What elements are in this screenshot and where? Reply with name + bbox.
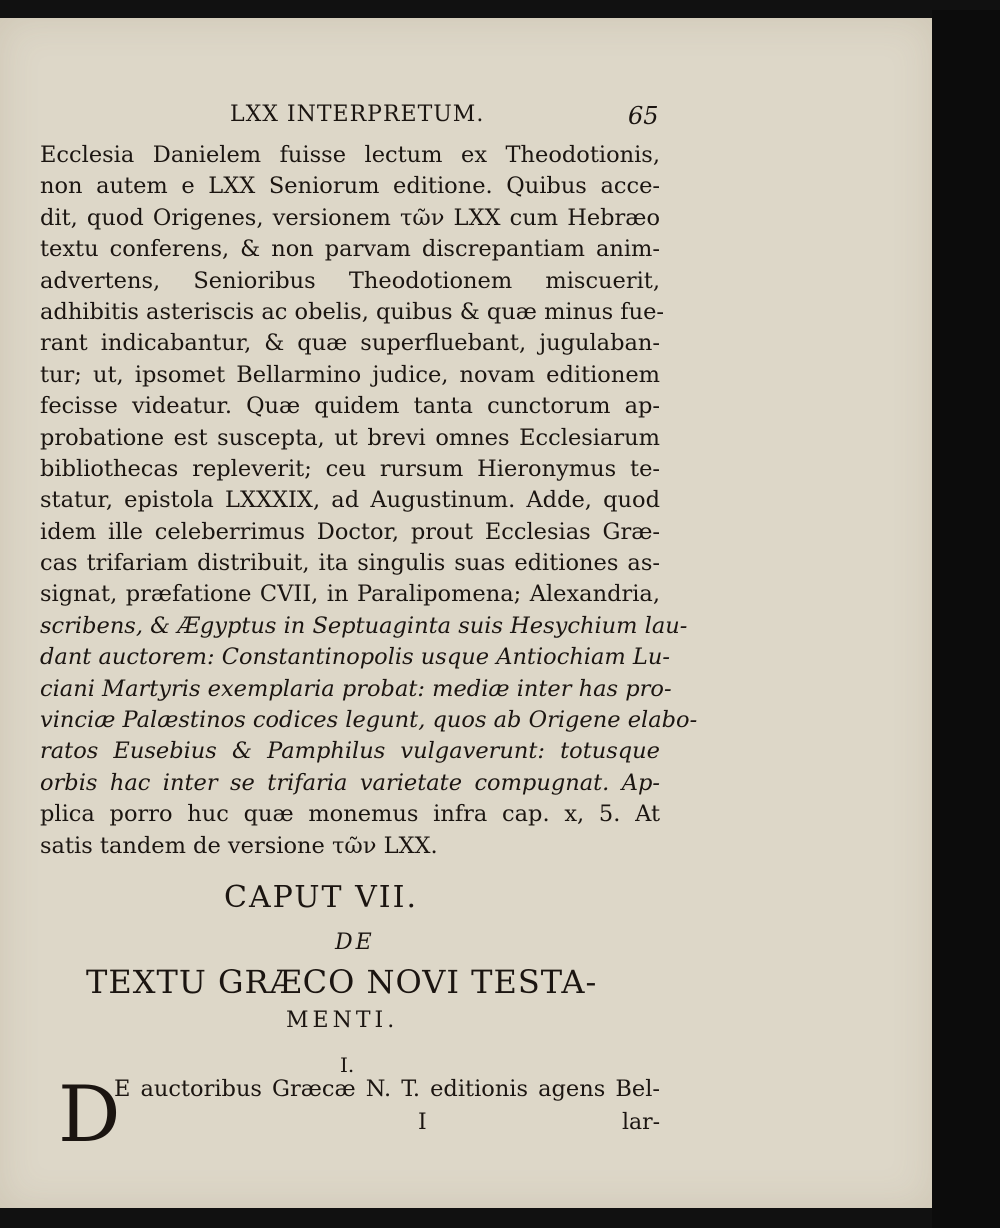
- book-page: [0, 18, 932, 1208]
- text-line: bibliothecas repleverit; ceu rursum Hieronymus te-: [40, 455, 660, 482]
- text-line: ratos Eusebius & Pamphilus vulgaverunt: totusque: [40, 738, 660, 765]
- text-line: plica porro huc quæ monemus infra cap. x, 5. At: [40, 801, 660, 828]
- text-line: cas trifariam distribuit, ita singulis suas editiones as-: [40, 550, 660, 577]
- chapter-title: CAPUT VII.: [223, 880, 418, 915]
- page-number: 65: [628, 102, 659, 130]
- text-line: dant auctorem: Constantinopolis usque Antiochiam Lu-: [40, 644, 670, 671]
- de-label: DE: [335, 930, 375, 955]
- text-line: non autem e LXX Seniorum editione. Quibus acce-: [40, 173, 660, 200]
- paragraph-number: I.: [340, 1053, 355, 1077]
- drop-cap: D: [58, 1070, 121, 1160]
- section-title: TEXTU GRÆCO NOVI TESTA-: [86, 963, 598, 1001]
- text-line: satis tandem de versione τῶν LXX.: [40, 832, 438, 859]
- running-head: LXX INTERPRETUM.: [230, 102, 485, 127]
- text-line: scribens, & Ægyptus in Septuaginta suis Hesychium lau-: [40, 612, 688, 639]
- section-title-continuation: MENTI.: [286, 1008, 399, 1033]
- page-header: [0, 102, 932, 138]
- text-line: fecisse videatur. Quæ quidem tanta cunctorum ap-: [40, 393, 660, 420]
- signature-mark: I: [418, 1110, 427, 1135]
- text-line: ciani Martyris exemplaria probat: mediæ inter has pro-: [40, 675, 672, 702]
- text-line: idem ille celeberrimus Doctor, prout Ecclesias Græ-: [40, 518, 660, 545]
- text-line: Ecclesia Danielem fuisse lectum ex Theodotionis,: [40, 142, 660, 168]
- first-paragraph-line: E auctoribus Græcæ N. T. editionis agens Bel-: [114, 1076, 660, 1102]
- text-line: signat, præfatione CVII, in Paralipomena; Alexandria,: [40, 581, 660, 608]
- text-line: adhibitis asteriscis ac obelis, quibus & quæ minus fue-: [40, 298, 665, 325]
- body-text: [40, 140, 698, 862]
- text-line: probatione est suscepta, ut brevi omnes Ecclesiarum: [40, 424, 660, 451]
- text-line: textu conferens, & non parvam discrepantiam anim-: [40, 236, 660, 263]
- text-line: statur, epistola LXXXIX, ad Augustinum. Adde, quod: [40, 487, 660, 514]
- text-line: advertens, Senioribus Theodotionem miscuerit,: [40, 267, 660, 294]
- catchword: lar-: [622, 1110, 661, 1135]
- page-edge-shadow: [932, 10, 1000, 1228]
- text-line: orbis hac inter se trifaria varietate compugnat. Ap-: [40, 769, 660, 796]
- text-line: tur; ut, ipsomet Bellarmino judice, novam editionem: [40, 361, 660, 388]
- text-line: rant indicabantur, & quæ superfluebant, jugulaban-: [40, 330, 660, 357]
- text-line: vinciæ Palæstinos codices legunt, quos ab Origene elabo-: [40, 707, 698, 734]
- text-line: dit, quod Origenes, versionem τῶν LXX cum Hebræo: [40, 204, 660, 231]
